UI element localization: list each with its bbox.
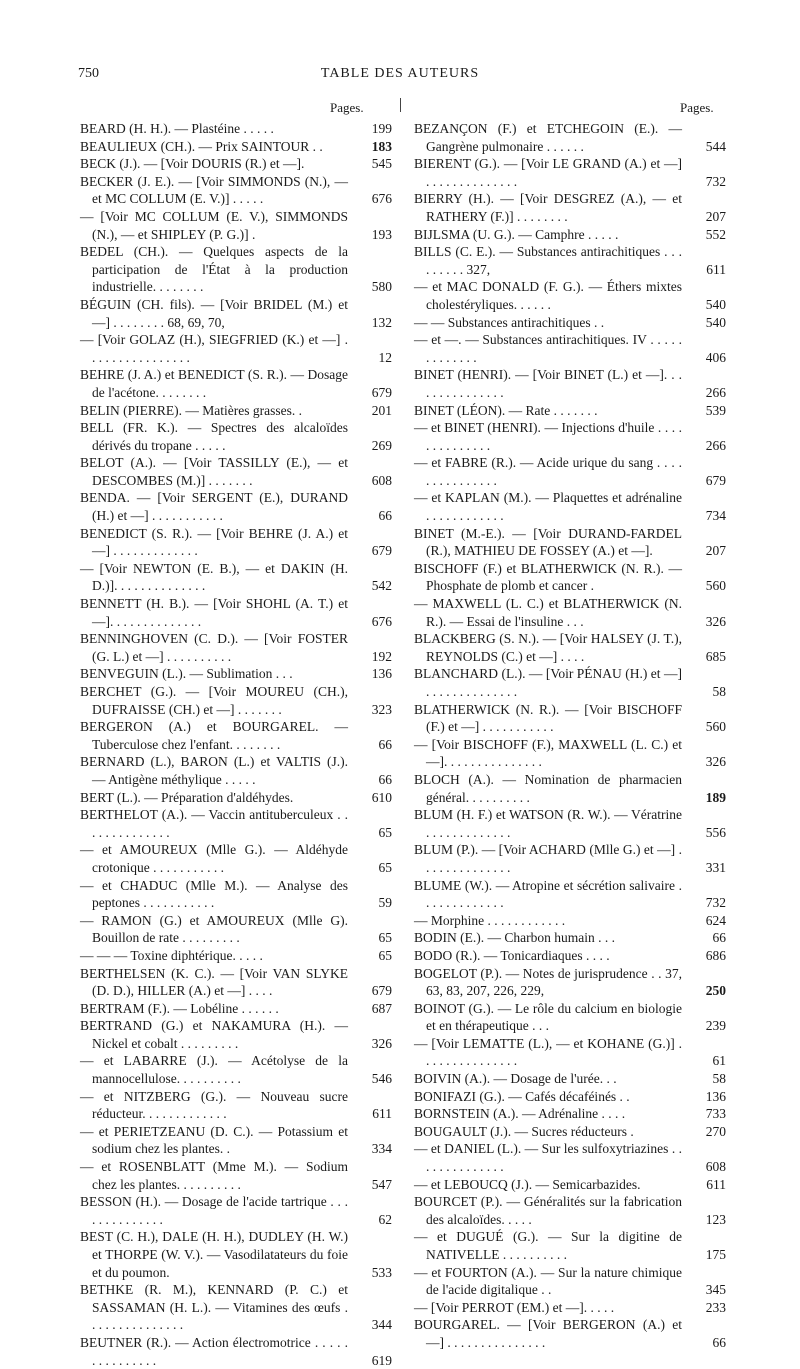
index-entry <box>414 630 726 665</box>
entry-page-number: 266 <box>705 437 726 453</box>
index-entry <box>80 243 392 296</box>
column-divider <box>400 98 401 112</box>
entry-text: BERNARD (L.), BARON (L.) et VALTIS (J.). — Antigène méthylique . . . . . <box>80 754 348 787</box>
entry-text: — et DUGUÉ (G.). — Sur la digitine de NATIVELLE . . . . . . . . . . <box>414 1229 682 1262</box>
entry-text: BENVEGUIN (L.). — Sublimation . . . <box>80 666 293 682</box>
index-entry <box>414 1070 726 1088</box>
index-entry <box>80 1000 392 1018</box>
entry-page-number: 66 <box>712 1334 726 1350</box>
entry-page-number: 540 <box>705 296 726 312</box>
entry-text: — et —. — Substances antirachitiques. IV . . . . . . . . . . . . . <box>414 332 682 365</box>
index-entry <box>80 1228 392 1281</box>
entry-text: — et DANIEL (L.). — Sur les sulfoxytriazines . . . . . . . . . . . . . . <box>414 1141 682 1175</box>
index-entry <box>80 208 392 243</box>
entry-page-number: 545 <box>371 156 392 172</box>
entry-page-number: 123 <box>705 1211 726 1227</box>
entry-page-number: 334 <box>371 1141 392 1157</box>
entry-page-number: 734 <box>705 508 726 524</box>
entry-text: BEARD (H. H.). — Plastéine . . . . . <box>80 121 274 136</box>
index-entry <box>414 1316 726 1351</box>
index-entry <box>80 630 392 665</box>
index-entry <box>80 877 392 912</box>
entry-text: — MAXWELL (L. C.) et BLATHERWICK (N. R.). — Essai de l'insuline . . . <box>414 596 682 629</box>
index-entry <box>414 243 726 278</box>
entry-text: BERTHELSEN (K. C.). — [Voir VAN SLYKE (D. D.), HILLER (A.) et —] . . . . <box>80 965 348 999</box>
index-entry <box>80 1334 392 1369</box>
entry-page-number: 239 <box>705 1018 726 1034</box>
entry-page-number: 560 <box>705 578 726 594</box>
entry-text: — — — Toxine diphtérique. . . . . <box>80 947 263 963</box>
entry-page-number: 686 <box>705 947 726 963</box>
index-entry <box>414 314 726 332</box>
entry-text: BERTRAND (G.) et NAKAMURA (H.). — Nickel et cobalt . . . . . . . . . <box>80 1018 348 1051</box>
entry-page-number: 65 <box>378 824 392 840</box>
entry-page-number: 676 <box>371 613 392 629</box>
entry-text: BERTHELOT (A.). — Vaccin antituberculeux . . . . . . . . . . . . . . <box>80 807 348 840</box>
entry-page-number: 65 <box>378 930 392 946</box>
entry-page-number: 66 <box>712 930 726 946</box>
entry-text: BETHKE (R. M.), KENNARD (P. C.) et SASSAMAN (H. L.). — Vitamines des œufs . . . . . . . . . . . . . . . <box>80 1282 348 1333</box>
entry-page-number: 326 <box>371 1035 392 1051</box>
entry-text: BOIVIN (A.). — Dosage de l'urée. . . <box>414 1071 617 1087</box>
index-entry <box>80 1088 392 1123</box>
entry-text: BINET (M.-E.). — [Voir DURAND-FARDEL (R.), MATHIEU DE FOSSEY (A.) et —]. <box>414 525 682 559</box>
entry-text: BLUM (H. F.) et WATSON (R. W.). — Vératrine . . . . . . . . . . . . . <box>414 807 682 840</box>
entry-text: BOGELOT (P.). — Notes de jurisprudence . . 37, 63, 83, 207, 226, 229, <box>414 965 682 999</box>
index-entry <box>414 877 726 912</box>
entry-page-number: 189 <box>705 789 726 805</box>
entry-text: BERTRAM (F.). — Lobéline . . . . . . <box>80 1000 279 1016</box>
entry-page-number: 406 <box>705 349 726 365</box>
entry-text: — et ROSENBLATT (Mme M.). — Sodium chez les plantes. . . . . . . . . . <box>80 1159 348 1192</box>
entry-text: BLUM (P.). — [Voir ACHARD (Mlle G.) et —] . . . . . . . . . . . . . . <box>414 842 682 875</box>
index-entry <box>80 560 392 595</box>
entry-text: — [Voir PERROT (EM.) et —]. . . . . <box>414 1299 615 1315</box>
entry-page-number: 65 <box>378 859 392 875</box>
index-entry <box>414 402 726 420</box>
entry-page-number: 679 <box>371 543 392 559</box>
entry-text: — [Voir MC COLLUM (E. V.), SIMMONDS (N.), — et SHIPLEY (P. G.)] . <box>80 208 348 242</box>
entry-text: BESSON (H.). — Dosage de l'acide tartrique . . . . . . . . . . . . . . <box>80 1194 348 1227</box>
entry-page-number: 62 <box>378 1211 392 1227</box>
index-entry <box>414 1140 726 1175</box>
index-entry <box>414 665 726 700</box>
entry-text: BILLS (C. E.). — Substances antirachitiques . . . . . . . . . 327, <box>414 244 682 277</box>
entry-text: — et LABARRE (J.). — Acétolyse de la mannocellulose. . . . . . . . . . <box>80 1053 348 1087</box>
entry-text: BELIN (PIERRE). — Matières grasses. . <box>80 402 302 418</box>
index-entry <box>80 1158 392 1193</box>
entry-text: — et PERIETZEANU (D. C.). — Potassium et sodium chez les plantes. . <box>80 1123 348 1157</box>
entry-text: BOURCET (P.). — Généralités sur la fabrication des alcaloïdes. . . . . <box>414 1194 682 1227</box>
index-entry <box>414 1123 726 1141</box>
entry-page-number: 175 <box>705 1247 726 1262</box>
entry-page-number: 66 <box>378 771 392 787</box>
index-entry <box>414 366 726 401</box>
index-entry <box>414 560 726 595</box>
entry-text: BENNETT (H. B.). — [Voir SHOHL (A. T.) et —]. . . . . . . . . . . . . . <box>80 596 348 629</box>
entry-page-number: 233 <box>705 1299 726 1315</box>
entry-page-number: 326 <box>705 754 726 770</box>
index-entry <box>80 718 392 753</box>
index-entry <box>414 1299 726 1317</box>
entry-page-number: 250 <box>705 983 726 999</box>
entry-page-number: 12 <box>378 349 392 365</box>
entry-text: — RAMON (G.) et AMOUREUX (Mlle G). Bouillon de rate . . . . . . . . . <box>80 912 348 946</box>
entry-text: BODIN (E.). — Charbon humain . . . <box>414 930 615 946</box>
entry-text: BELOT (A.). — [Voir TASSILLY (E.), — et DESCOMBES (M.)] . . . . . . . <box>80 455 348 488</box>
index-entry <box>80 155 392 173</box>
pages-label-left: Pages. <box>330 100 364 115</box>
index-entry <box>80 525 392 560</box>
entry-text: BEHRE (J. A.) et BENEDICT (S. R.). — Dosage de l'acétone. . . . . . . . <box>80 367 348 400</box>
entry-page-number: 552 <box>705 226 726 242</box>
index-entry <box>80 296 392 331</box>
entry-text: BLUME (W.). — Atropine et sécrétion salivaire . . . . . . . . . . . . . <box>414 877 682 911</box>
index-entry <box>414 1264 726 1299</box>
index-entry <box>414 947 726 965</box>
index-entry <box>414 1176 726 1194</box>
entry-page-number: 132 <box>371 314 392 330</box>
index-entry <box>414 595 726 630</box>
entry-page-number: 685 <box>705 648 726 664</box>
entry-page-number: 66 <box>378 736 392 752</box>
index-entry <box>414 226 726 244</box>
entry-text: BENEDICT (S. R.). — [Voir BEHRE (J. A.) et —] . . . . . . . . . . . . . <box>80 525 348 559</box>
entry-page-number: 136 <box>705 1088 726 1104</box>
index-entry <box>80 965 392 1000</box>
index-entry <box>414 771 726 806</box>
entry-text: BLACKBERG (S. N.). — [Voir HALSEY (J. T.), REYNOLDS (C.) et —] . . . . <box>414 631 682 664</box>
entry-page-number: 201 <box>371 402 392 418</box>
index-entry <box>80 1123 392 1158</box>
entry-text: BEUTNER (R.). — Action électromotrice . . . . . . . . . . . . . . . <box>80 1334 348 1368</box>
entry-text: — et KAPLAN (M.). — Plaquettes et adrénaline . . . . . . . . . . . . <box>414 490 682 524</box>
index-entry <box>414 929 726 947</box>
entry-page-number: 732 <box>705 173 726 189</box>
index-entry <box>414 454 726 489</box>
entry-page-number: 676 <box>371 191 392 207</box>
entry-text: BENDA. — [Voir SERGENT (E.), DURAND (H.) et —] . . . . . . . . . . . <box>80 490 348 524</box>
entry-page-number: 344 <box>371 1317 392 1333</box>
entry-text: BINET (HENRI). — [Voir BINET (L.) et —]. . . . . . . . . . . . . . . <box>414 367 682 400</box>
entry-page-number: 193 <box>371 226 392 242</box>
left-column <box>80 120 392 1368</box>
entry-text: — et FABRE (R.). — Acide urique du sang . . . . . . . . . . . . . . . <box>414 455 682 488</box>
entry-page-number: 619 <box>371 1352 392 1368</box>
entry-page-number: 61 <box>712 1053 726 1069</box>
entry-text: — et LEBOUCQ (J.). — Semicarbazides. <box>414 1176 641 1192</box>
index-entry <box>80 489 392 524</box>
pages-label-right: Pages. <box>680 100 714 115</box>
entry-page-number: 58 <box>712 684 726 699</box>
entry-text: — et AMOUREUX (Mlle G.). — Aldéhyde crotonique . . . . . . . . . . . <box>80 842 348 875</box>
index-entry <box>414 525 726 560</box>
entry-page-number: 611 <box>372 1106 392 1122</box>
entry-page-number: 270 <box>705 1123 726 1139</box>
entry-text: BENNINGHOVEN (C. D.). — [Voir FOSTER (G. L.) et —] . . . . . . . . . . <box>80 631 348 664</box>
entry-page-number: 560 <box>705 719 726 735</box>
index-entry <box>80 419 392 454</box>
index-entry <box>80 841 392 876</box>
entry-page-number: 199 <box>371 121 392 136</box>
entry-text: BEZANÇON (F.) et ETCHEGOIN (E.). — Gangrène pulmonaire . . . . . . <box>414 121 682 154</box>
index-entry <box>414 701 726 736</box>
entry-page-number: 207 <box>705 543 726 559</box>
entry-text: — [Voir BISCHOFF (F.), MAXWELL (L. C.) et —]. . . . . . . . . . . . . . . <box>414 736 682 770</box>
entry-page-number: 611 <box>706 261 726 277</box>
index-entry <box>80 912 392 947</box>
entry-page-number: 611 <box>706 1176 726 1192</box>
entry-page-number: 269 <box>371 437 392 453</box>
entry-page-number: 331 <box>705 859 726 875</box>
entry-text: BINET (LÉON). — Rate . . . . . . . <box>414 402 598 418</box>
index-entry <box>414 1035 726 1070</box>
entry-text: BLOCH (A.). — Nomination de pharmacien général. . . . . . . . . . <box>414 771 682 805</box>
entry-page-number: 540 <box>705 314 726 330</box>
entry-text: BECKER (J. E.). — [Voir SIMMONDS (N.), — et MC COLLUM (E. V.)] . . . . . <box>80 173 348 207</box>
entry-text: BLANCHARD (L.). — [Voir PÉNAU (H.) et —] . . . . . . . . . . . . . . <box>414 666 682 699</box>
entry-text: — [Voir LEMATTE (L.), — et KOHANE (G.)] . . . . . . . . . . . . . . . <box>414 1035 682 1069</box>
index-entry <box>414 806 726 841</box>
entry-text: BOUGAULT (J.). — Sucres réducteurs . <box>414 1123 634 1139</box>
index-entry <box>414 489 726 524</box>
entry-text: — et MAC DONALD (F. G.). — Éthers mixtes cholestéryliques. . . . . . <box>414 279 682 312</box>
index-entry <box>414 419 726 454</box>
index-entry <box>80 806 392 841</box>
entry-text: — — Substances antirachitiques . . <box>414 314 605 330</box>
entry-page-number: 580 <box>371 279 392 295</box>
entry-text: — [Voir NEWTON (E. B.), — et DAKIN (H. D.)]. . . . . . . . . . . . . . <box>80 560 348 594</box>
entry-text: BÉGUIN (CH. fils). — [Voir BRIDEL (M.) et —] . . . . . . . . 68, 69, 70, <box>80 296 348 330</box>
index-entry <box>80 402 392 420</box>
entry-page-number: 539 <box>705 402 726 418</box>
entry-text: BISCHOFF (F.) et BLATHERWICK (N. R.). — Phosphate de plomb et cancer . <box>414 560 682 594</box>
entry-page-number: 687 <box>371 1000 392 1016</box>
entry-page-number: 732 <box>705 895 726 911</box>
entry-page-number: 266 <box>705 384 726 400</box>
entry-text: BECK (J.). — [Voir DOURIS (R.) et —]. <box>80 156 305 172</box>
entry-page-number: 556 <box>705 824 726 840</box>
index-entry <box>414 331 726 366</box>
index-entry <box>414 841 726 876</box>
entry-text: BOURGAREL. — [Voir BERGERON (A.) et —] . . . . . . . . . . . . . . . <box>414 1317 682 1350</box>
entry-page-number: 610 <box>371 789 392 805</box>
entry-text: BERT (L.). — Préparation d'aldéhydes. <box>80 789 294 805</box>
index-entry <box>80 173 392 208</box>
entry-text: BIJLSMA (U. G.). — Camphre . . . . . <box>414 226 619 242</box>
index-entry <box>80 789 392 807</box>
page-title: TABLE DES AUTEURS <box>320 66 480 81</box>
index-entry <box>414 1105 726 1123</box>
index-entry <box>80 1193 392 1228</box>
index-entry <box>80 1017 392 1052</box>
index-entry <box>414 120 726 155</box>
entry-page-number: 58 <box>712 1071 726 1087</box>
index-entry <box>414 278 726 313</box>
entry-text: BERGERON (A.) et BOURGAREL. — Tuberculose chez l'enfant. . . . . . . . <box>80 719 348 752</box>
entry-page-number: 207 <box>705 208 726 224</box>
index-entry <box>414 912 726 930</box>
entry-page-number: 547 <box>371 1176 392 1192</box>
index-entry <box>80 366 392 401</box>
index-entry <box>80 683 392 718</box>
entry-text: BERCHET (G.). — [Voir MOUREU (CH.), DUFRAISSE (CH.) et —] . . . . . . . <box>80 684 348 717</box>
right-column <box>414 120 726 1350</box>
entry-page-number: 136 <box>371 666 392 682</box>
entry-page-number: 544 <box>705 138 726 154</box>
entry-text: BORNSTEIN (A.). — Adrénaline . . . . <box>414 1106 626 1122</box>
index-entry <box>80 665 392 683</box>
entry-text: BEAULIEUX (CH.). — Prix SAINTOUR . . <box>80 138 323 154</box>
entry-page-number: 679 <box>371 983 392 999</box>
index-entry <box>414 155 726 190</box>
index-entry <box>80 454 392 489</box>
entry-page-number: 65 <box>378 947 392 963</box>
page-number: 750 <box>78 66 99 81</box>
index-entry <box>414 736 726 771</box>
entry-text: BODO (R.). — Tonicardiaques . . . . <box>414 947 610 963</box>
entry-page-number: 679 <box>371 384 392 400</box>
index-entry <box>80 947 392 965</box>
entry-text: — Morphine . . . . . . . . . . . . <box>414 912 566 928</box>
entry-page-number: 608 <box>371 472 392 488</box>
entry-text: BEST (C. H.), DALE (H. H.), DUDLEY (H. W.) et THORPE (W. V.). — Vasodilatateurs du foie et du poumon. <box>80 1229 348 1280</box>
index-entry <box>80 120 392 138</box>
index-entry <box>414 1088 726 1106</box>
index-entry <box>80 331 392 366</box>
index-entry <box>80 138 392 156</box>
index-entry <box>80 753 392 788</box>
entry-text: BOINOT (G.). — Le rôle du calcium en biologie et en thérapeutique . . . <box>414 1000 682 1034</box>
index-entry <box>414 1228 726 1263</box>
entry-page-number: 66 <box>378 508 392 524</box>
entry-text: — [Voir GOLAZ (H.), SIEGFRIED (K.) et —] . . . . . . . . . . . . . . . . <box>80 332 348 365</box>
entry-text: BEDEL (CH.). — Quelques aspects de la participation de l'État à la production industrielle. . . . . . . . <box>80 244 348 295</box>
entry-page-number: 59 <box>378 895 392 911</box>
entry-text: BIERENT (G.). — [Voir LE GRAND (A.) et —] . . . . . . . . . . . . . . <box>414 156 682 189</box>
index-entry <box>414 1193 726 1228</box>
entry-page-number: 624 <box>705 912 726 928</box>
entry-text: BELL (FR. K.). — Spectres des alcaloïdes dérivés du tropane . . . . . <box>80 420 348 453</box>
entry-page-number: 679 <box>705 472 726 488</box>
index-entry <box>414 190 726 225</box>
entry-page-number: 608 <box>705 1159 726 1175</box>
entry-text: BIERRY (H.). — [Voir DESGREZ (A.), — et RATHERY (F.)] . . . . . . . . <box>414 191 682 224</box>
entry-page-number: 192 <box>371 648 392 664</box>
index-entry <box>80 1281 392 1334</box>
index-entry <box>80 595 392 630</box>
entry-text: — et FOURTON (A.). — Sur la nature chimique de l'acide digitalique . . <box>414 1264 682 1298</box>
index-entry <box>414 1000 726 1035</box>
entry-page-number: 323 <box>371 701 392 717</box>
entry-page-number: 345 <box>705 1282 726 1298</box>
entry-page-number: 533 <box>371 1264 392 1280</box>
entry-page-number: 183 <box>371 138 392 154</box>
entry-page-number: 733 <box>705 1106 726 1122</box>
entry-text: BLATHERWICK (N. R.). — [Voir BISCHOFF (F.) et —] . . . . . . . . . . . <box>414 701 682 735</box>
index-entry <box>414 965 726 1000</box>
index-entry <box>80 1052 392 1087</box>
entry-text: BONIFAZI (G.). — Cafés décaféinés . . <box>414 1088 630 1104</box>
entry-text: — et BINET (HENRI). — Injections d'huile . . . . . . . . . . . . . . <box>414 420 682 453</box>
entry-text: — et CHADUC (Mlle M.). — Analyse des peptones . . . . . . . . . . . <box>80 877 348 911</box>
entry-text: — et NITZBERG (G.). — Nouveau sucre réducteur. . . . . . . . . . . . . <box>80 1088 348 1122</box>
entry-page-number: 542 <box>371 578 392 594</box>
entry-page-number: 546 <box>371 1071 392 1087</box>
entry-page-number: 326 <box>705 613 726 629</box>
